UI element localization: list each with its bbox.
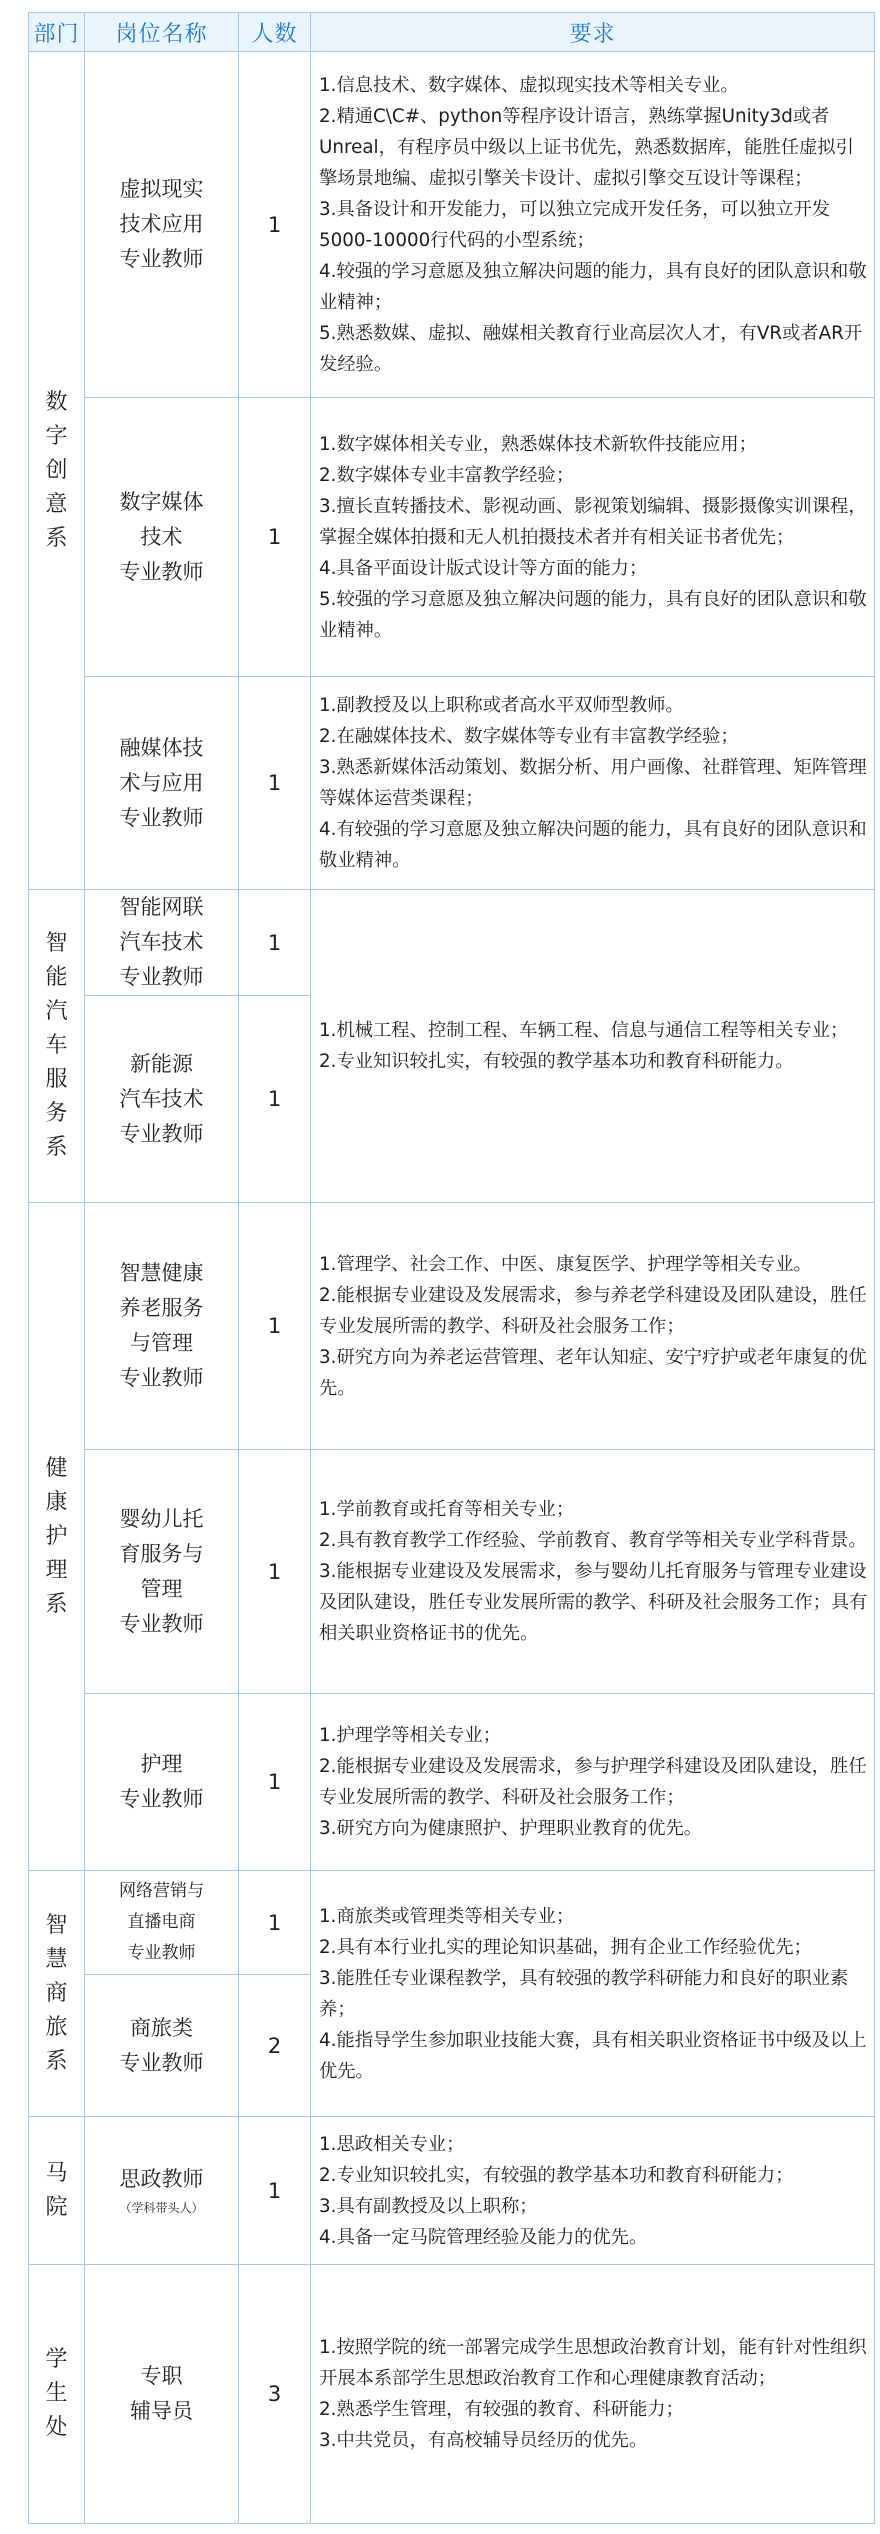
header-count: 人数 xyxy=(239,13,311,52)
table-row xyxy=(29,1871,875,1975)
requirement-item: 4.有较强的学习意愿及独立解决问题的能力，具有良好的团队意识和敬业精神。 xyxy=(319,819,867,871)
requirement-item: 1.管理学、社会工作、中医、康复医学、护理学等相关专业。 xyxy=(319,1253,812,1275)
requirement-item: 2.熟悉学生管理，有较强的教育、科研能力； xyxy=(319,2399,684,2420)
requirement-item: 3.擅长直转播技术、影视动画、影视策划编辑、摄影摄像实训课程，掌握全媒体拍摄和无人机拍摄技术者并有相关证书者优先； xyxy=(319,495,867,548)
dept-name-char: 康 xyxy=(45,1489,68,1515)
requirement-item: 4.具备平面设计版式设计等方面的能力； xyxy=(319,557,648,579)
requirement-item: 2.专业知识较扎实，有较强的教学基本功和教育科研能力； xyxy=(319,2164,794,2186)
dept-name-char: 系 xyxy=(45,2048,68,2074)
dept-cell xyxy=(29,2265,85,2524)
dept-name-char: 健 xyxy=(45,1455,68,1481)
position-title-line: 汽车技术 xyxy=(119,1086,204,1111)
requirement-item: 4.具备一定马院管理经验及能力的优先。 xyxy=(319,2226,648,2248)
position-cell xyxy=(85,1203,239,1450)
dept-name-char: 数 xyxy=(45,389,68,415)
dept-name-char: 意 xyxy=(45,491,68,517)
position-title-line: 数字媒体 xyxy=(119,489,204,514)
dept-cell xyxy=(29,52,85,890)
dept-name-char: 旅 xyxy=(45,2014,68,2040)
position-title-line: 专业教师 xyxy=(119,2050,204,2075)
requirements-cell xyxy=(311,2117,875,2265)
requirement-item: 2.能根据专业建设及发展需求，参与养老学科建设及团队建设，胜任专业发展所需的教学、科研及社会服务工作； xyxy=(319,1284,867,1337)
position-cell xyxy=(85,2117,239,2265)
table-row xyxy=(29,52,875,398)
table-row xyxy=(29,890,875,996)
dept-name-char: 处 xyxy=(45,2415,68,2440)
position-cell xyxy=(85,1450,239,1694)
position-title-line: 网络营销与 xyxy=(119,1881,204,1901)
position-title-line: 专职 xyxy=(140,2364,183,2388)
position-title-line: 技术应用 xyxy=(119,212,204,236)
dept-name-char: 商 xyxy=(45,1980,68,2006)
position-title-line: 专业教师 xyxy=(119,805,204,830)
position-title-line: 专业教师 xyxy=(119,247,204,271)
dept-name-char: 系 xyxy=(45,1591,68,1617)
requirement-item: 1.商旅类或管理类等相关专业； xyxy=(319,1905,575,1927)
table-row xyxy=(29,1450,875,1694)
table-row xyxy=(29,398,875,677)
headcount-cell: 1 xyxy=(239,677,311,890)
requirement-item: 5.较强的学习意愿及独立解决问题的能力，具有良好的团队意识和敬业精神。 xyxy=(319,588,867,641)
dept-name-char: 能 xyxy=(45,965,68,990)
dept-name-char: 生 xyxy=(45,2381,68,2406)
position-title-line: 专业教师 xyxy=(119,1611,204,1636)
position-cell xyxy=(85,52,239,398)
requirement-item: 1.信息技术、数字媒体、虚拟现实技术等相关专业。 xyxy=(319,74,739,96)
requirement-item: 1.思政相关专业； xyxy=(319,2133,465,2155)
dept-cell xyxy=(29,1871,85,2117)
position-title-line: 专业教师 xyxy=(119,1121,204,1146)
requirements-cell xyxy=(311,1450,875,1694)
table-row xyxy=(29,2117,875,2265)
requirement-item: 2.精通C\C#、python等程序设计语言，熟练掌握Unity3d或者Unreal，有程序员中级以上证书优先，熟悉数据库，能胜任虚拟引擎场景地编、虚拟引擎关卡设计、虚拟引擎交互设计等课程； xyxy=(319,105,854,189)
dept-name-char: 智 xyxy=(45,1912,68,1938)
position-title-line: 融媒体技 xyxy=(119,735,204,760)
position-title-line: 辅导员 xyxy=(130,2399,193,2423)
header-requirements: 要求 xyxy=(311,13,875,52)
requirement-item: 2.数字媒体专业丰富教学经验； xyxy=(319,464,575,486)
headcount-cell: 2 xyxy=(239,1975,311,2117)
dept-name-char: 智 xyxy=(45,931,68,956)
dept-name-char: 服 xyxy=(45,1067,68,1092)
requirements-cell xyxy=(311,398,875,677)
position-title-line: 直播电商 xyxy=(127,1912,196,1932)
position-cell xyxy=(85,1694,239,1871)
headcount-cell: 1 xyxy=(239,1203,311,1450)
headcount-cell: 1 xyxy=(239,2117,311,2265)
requirement-item: 3.研究方向为健康照护、护理职业教育的优先。 xyxy=(319,1818,703,1839)
requirement-item: 5.熟悉数媒、虚拟、融媒相关教育行业高层次人才，有VR或者AR开发经验。 xyxy=(319,322,863,375)
position-cell xyxy=(85,677,239,890)
requirements-cell xyxy=(311,890,875,1203)
headcount-cell: 1 xyxy=(239,1450,311,1694)
requirement-item: 2.能根据专业建设及发展需求，参与护理学科建设及团队建设，胜任专业发展所需的教学、科研及社会服务工作； xyxy=(319,1756,867,1808)
requirement-item: 1.学前教育或托育等相关专业； xyxy=(319,1499,575,1520)
requirement-item: 1.副教授及以上职称或者高水平双师型教师。 xyxy=(319,695,684,716)
position-title-line: 专业教师 xyxy=(119,559,204,584)
requirement-item: 3.熟悉新媒体活动策划、数据分析、用户画像、社群管理、矩阵管理等媒体运营类课程； xyxy=(319,757,867,809)
table-row xyxy=(29,677,875,890)
dept-name-char: 马 xyxy=(45,2160,68,2186)
requirement-item: 1.按照学院的统一部署完成学生思想政治教育计划，能有针对性组织开展本系部学生思想政治教育工作和心理健康教育活动； xyxy=(319,2337,867,2389)
dept-name-char: 学 xyxy=(45,2347,68,2372)
position-title-line: 护理 xyxy=(140,1752,183,1776)
headcount-cell: 1 xyxy=(239,52,311,398)
dept-name-char: 院 xyxy=(45,2194,68,2220)
position-title-line: 专业教师 xyxy=(127,1943,196,1963)
requirement-item: 2.具有教育教学工作经验、学前教育、教育学等相关专业学科背景。 xyxy=(319,1530,867,1551)
headcount-cell: 1 xyxy=(239,1694,311,1871)
requirement-item: 3.研究方向为养老运营管理、老年认知症、安宁疗护或老年康复的优先。 xyxy=(319,1346,867,1399)
position-title-line: 术与应用 xyxy=(119,770,204,795)
requirements-cell xyxy=(311,677,875,890)
position-title-line: 思政教师 xyxy=(119,2167,204,2191)
dept-name-char: 理 xyxy=(45,1557,68,1583)
requirement-item: 2.专业知识较扎实，有较强的教学基本功和教育科研能力。 xyxy=(319,1051,794,1072)
dept-name-char: 创 xyxy=(45,457,68,483)
position-title-line: 智能网联 xyxy=(119,895,204,919)
dept-name-char: 慧 xyxy=(45,1946,68,1972)
position-cell xyxy=(85,890,239,996)
dept-name-char: 车 xyxy=(45,1033,68,1058)
dept-name-char: 务 xyxy=(45,1101,68,1126)
requirement-item: 3.具有副教授及以上职称； xyxy=(319,2195,538,2217)
headcount-cell: 3 xyxy=(239,2265,311,2524)
position-cell xyxy=(85,996,239,1203)
requirement-item: 4.较强的学习意愿及独立解决问题的能力，具有良好的团队意识和敬业精神； xyxy=(319,260,867,313)
headcount-cell: 1 xyxy=(239,398,311,677)
requirements-cell xyxy=(311,2265,875,2524)
requirements-cell xyxy=(311,52,875,398)
requirements-cell xyxy=(311,1871,875,2117)
position-cell xyxy=(85,1871,239,1975)
position-title-line: 与管理 xyxy=(130,1331,193,1355)
dept-name-char: 汽 xyxy=(45,999,68,1024)
header-position: 岗位名称 xyxy=(85,13,239,52)
position-cell xyxy=(85,1975,239,2117)
requirement-item: 3.中共党员，有高校辅导员经历的优先。 xyxy=(319,2430,648,2451)
dept-name-char: 护 xyxy=(45,1523,68,1549)
requirement-item: 1.数字媒体相关专业，熟悉媒体技术新软件技能应用； xyxy=(319,433,757,455)
dept-cell xyxy=(29,2117,85,2265)
headcount-cell: 1 xyxy=(239,1871,311,1975)
position-title-line: 技术 xyxy=(140,524,183,549)
requirement-item: 3.能胜任专业课程教学，具有较强的教学科研能力和良好的职业素养； xyxy=(319,1967,849,2020)
requirement-item: 3.能根据专业建设及发展需求，参与婴幼儿托育服务与管理专业建设及团队建设，胜任专业发展所需的教学、科研及社会服务工作；具有相关职业资格证书的优先。 xyxy=(319,1561,868,1644)
position-title-line: 育服务与 xyxy=(119,1541,204,1566)
table-row xyxy=(29,2265,875,2524)
position-title-line: 新能源 xyxy=(130,1051,193,1076)
requirements-cell xyxy=(311,1694,875,1871)
dept-name-char: 系 xyxy=(45,1135,68,1160)
position-title-line: 专业教师 xyxy=(119,1787,204,1811)
position-note: （学科带头人） xyxy=(119,2201,204,2215)
requirement-item: 1.护理学等相关专业； xyxy=(319,1725,501,1746)
position-title-line: 专业教师 xyxy=(119,1366,204,1390)
dept-cell xyxy=(29,1203,85,1871)
requirement-item: 4.能指导学生参加职业技能大赛，具有相关职业资格证书中级及以上优先。 xyxy=(319,2029,867,2082)
position-title-line: 虚拟现实 xyxy=(119,177,204,201)
requirement-item: 3.具备设计和开发能力，可以独立完成开发任务，可以独立开发5000-10000行代码的小型系统； xyxy=(319,198,831,251)
dept-cell xyxy=(29,890,85,1203)
position-cell xyxy=(85,2265,239,2524)
headcount-cell: 1 xyxy=(239,890,311,996)
requirement-item: 2.具有本行业扎实的理论知识基础，拥有企业工作经验优先； xyxy=(319,1936,812,1958)
headcount-cell: 1 xyxy=(239,996,311,1203)
requirement-item: 2.在融媒体技术、数字媒体等专业有丰富教学经验； xyxy=(319,726,739,747)
position-cell xyxy=(85,398,239,677)
position-title-line: 养老服务 xyxy=(119,1296,204,1320)
dept-name-char: 字 xyxy=(45,423,68,449)
position-title-line: 管理 xyxy=(140,1576,183,1601)
position-title-line: 婴幼儿托 xyxy=(119,1506,204,1531)
table-row xyxy=(29,1203,875,1450)
recruitment-table xyxy=(28,12,875,2524)
position-title-line: 智慧健康 xyxy=(119,1261,204,1285)
requirements-cell xyxy=(311,1203,875,1450)
position-title-line: 专业教师 xyxy=(119,965,204,989)
header-row xyxy=(29,13,875,52)
dept-name-char: 系 xyxy=(45,525,68,551)
header-dept: 部门 xyxy=(29,13,85,52)
requirement-item: 1.机械工程、控制工程、车辆工程、信息与通信工程等相关专业； xyxy=(319,1020,849,1041)
position-title-line: 汽车技术 xyxy=(119,930,204,954)
position-title-line: 商旅类 xyxy=(130,2015,193,2040)
table-row xyxy=(29,1694,875,1871)
